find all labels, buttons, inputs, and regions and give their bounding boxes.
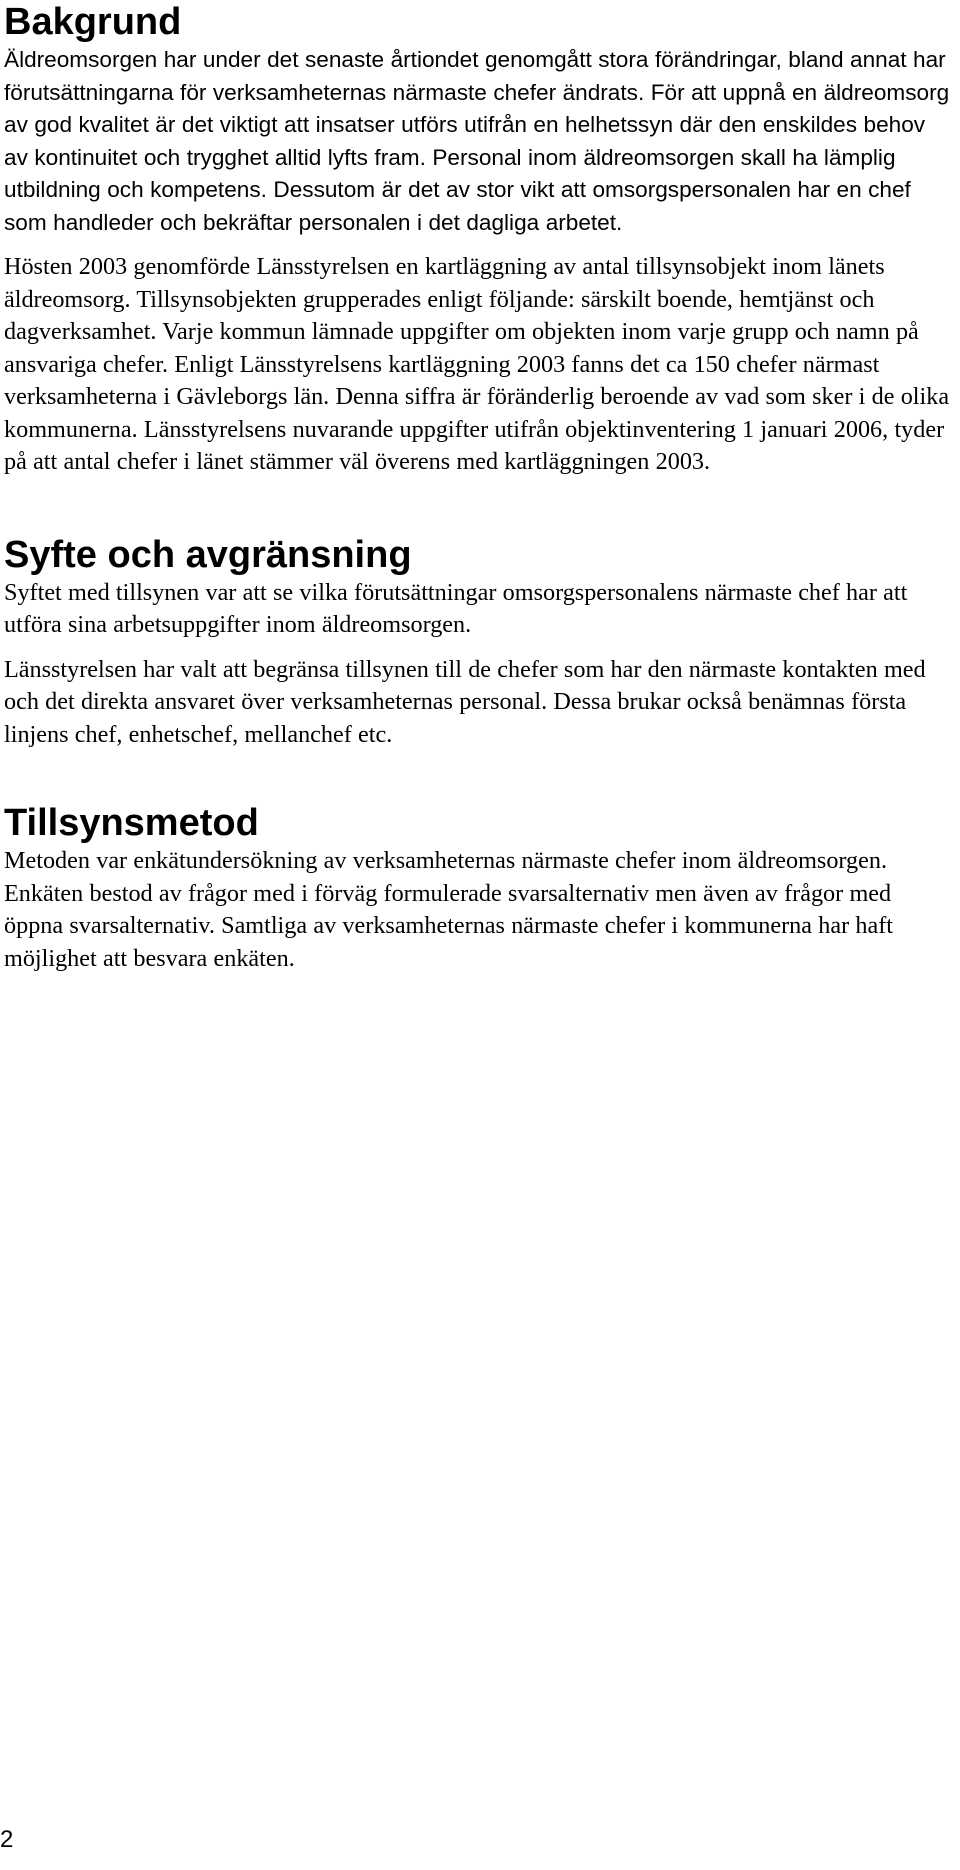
paragraph-syfte-2: Länsstyrelsen har valt att begränsa tillsynen till de chefer som har den närmaste kontakten med och det direkta ansvaret över verksamheternas personal. Dessa brukar också benämnas första linjens chef, enhetschef, mellanchef etc. [4, 655, 926, 748]
heading-bakgrund: Bakgrund [4, 1, 182, 43]
paragraph-bakgrund-1: Äldreomsorgen har under det senaste årtiondet genomgått stora förändringar, bland annat har förutsättningarna för verksamheternas närmaste chefer ändrats. För att uppnå en äldreomsorg av god kvalitet är det viktigt att insatser utförs utifrån en helhetssyn där den enskildes behov av kontinuitet och trygghet alltid lyfts fram. Personal inom äldreomsorgen skall ha lämplig utbildning och kompetens. Dessutom är det av stor vikt att omsorgspersonalen har en chef som handleder och bekräftar personalen i det dagliga arbetet. [4, 47, 950, 235]
page-content [4, 0, 954, 975]
paragraph-syfte-1: Syftet med tillsynen var att se vilka förutsättningar omsorgspersonalens närmaste chef har att utföra sina arbetsuppgifter inom äldreomsorgen. [4, 578, 908, 638]
page-number: 2 [0, 1826, 14, 1853]
heading-tillsynsmetod: Tillsynsmetod [4, 802, 259, 844]
paragraph-tillsynsmetod-1: Metoden var enkätundersökning av verksamheternas närmaste chefer inom äldreomsorgen. Enkäten bestod av frågor med i förväg formulerade svarsalternativ men även av frågor med öppna svarsalternativ. Samtliga av verksamheternas närmaste chefer i kommunerna har haft möjlighet att besvara enkäten. [4, 847, 893, 972]
heading-syfte-och-avgransning: Syfte och avgränsning [4, 533, 412, 576]
paragraph-bakgrund-2: Hösten 2003 genomförde Länsstyrelsen en kartläggning av antal tillsynsobjekt inom länets äldreomsorg. Tillsynsobjekten grupperades enligt följande: särskilt boende, hemtjänst och dagverksamhet. Varje kommun lämnade uppgifter om objekten inom varje grupp och namn på ansvariga chefer. Enligt Länsstyrelsens kartläggning 2003 fanns det ca 150 chefer närmast verksamheterna i Gävleborgs län. Denna siffra är föränderlig beroende av vad som sker i de olika kommunerna. Länsstyrelsens nuvarande uppgifter utifrån objektinventering 1 januari 2006, tyder på att antal chefer i länet stämmer väl överens med kartläggningen 2003. [4, 253, 950, 475]
